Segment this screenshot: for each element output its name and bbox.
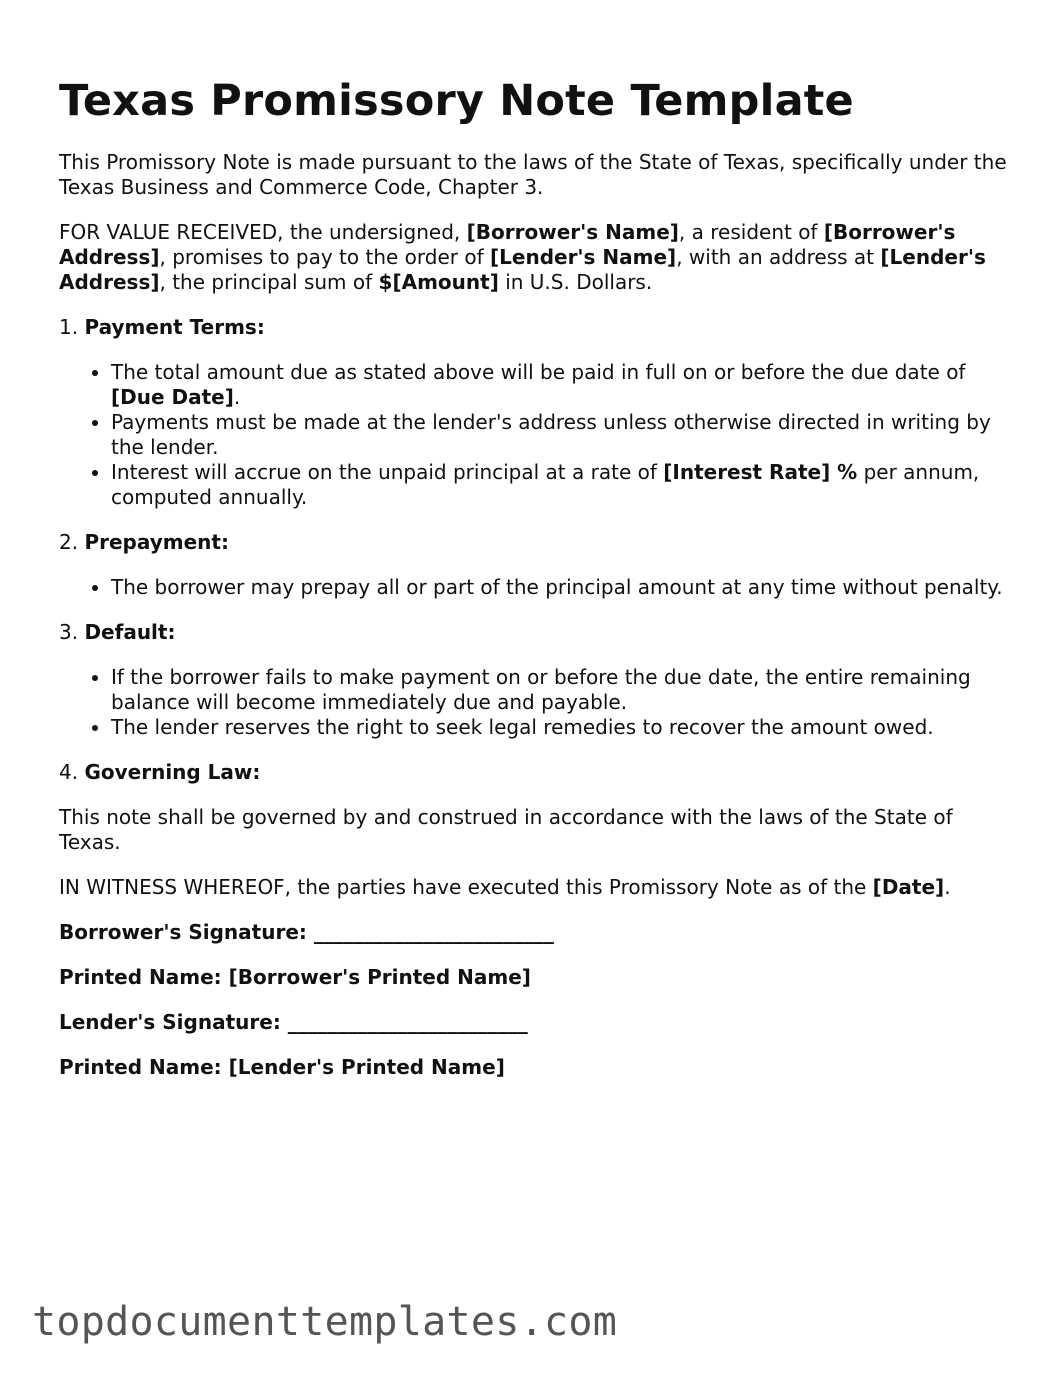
borrower-signature-line: Borrower's Signature: ________________________: [59, 920, 554, 944]
section-heading-prepayment: 2. Prepayment:: [59, 530, 229, 554]
section-heading-governing-law: 4. Governing Law:: [59, 760, 261, 784]
prepayment-list: [59, 575, 1009, 600]
amount-placeholder: $[Amount]: [378, 270, 499, 294]
interest-rate-placeholder: [Interest Rate] %: [663, 460, 858, 484]
list-item: • The lender reserves the right to seek legal remedies to recover the amount owed.: [111, 715, 1009, 740]
borrower-name-placeholder: [Borrower's Name]: [466, 220, 679, 244]
witness-paragraph: IN WITNESS WHEREOF, the parties have executed this Promissory Note as of the [Date].: [59, 875, 951, 899]
list-item: • Payments must be made at the lender's address unless otherwise directed in writing by the lender.: [111, 410, 1009, 460]
intro-paragraph: This Promissory Note is made pursuant to the laws of the State of Texas, specifically under the Texas Business and Commerce Code, Chapter 3.: [59, 150, 1007, 199]
due-date-placeholder: [Due Date]: [111, 385, 234, 409]
list-item: • The total amount due as stated above will be paid in full on or before the due date of [Due Date].: [111, 360, 1009, 410]
list-item: • The borrower may prepay all or part of the principal amount at any time without penalty.: [111, 575, 1009, 600]
lender-address-placeholder: [Lender's Address]: [59, 245, 986, 294]
default-list: [59, 665, 1009, 740]
lender-printed-name: Printed Name: [Lender's Printed Name]: [59, 1055, 505, 1079]
lender-signature-line: Lender's Signature: ________________________: [59, 1010, 528, 1034]
document-page: [59, 70, 1009, 1100]
watermark: topdocumenttemplates.com: [32, 1299, 618, 1345]
page-title: Texas Promissory Note Template: [59, 76, 854, 126]
section-heading-default: 3. Default:: [59, 620, 176, 644]
list-item: • If the borrower fails to make payment on or before the due date, the entire remaining balance will become immediately due and payable.: [111, 665, 1009, 715]
borrower-printed-name: Printed Name: [Borrower's Printed Name]: [59, 965, 531, 989]
list-item: • Interest will accrue on the unpaid principal at a rate of [Interest Rate] % per annum, computed annually.: [111, 460, 1009, 510]
payment-terms-list: [59, 360, 1009, 510]
borrower-address-placeholder: [Borrower's Address]: [59, 220, 956, 269]
governing-law-paragraph: This note shall be governed by and construed in accordance with the laws of the State of Texas.: [59, 805, 953, 854]
value-received-paragraph: FOR VALUE RECEIVED, the undersigned, [Borrower's Name], a resident of [Borrower's Address], promises to pay to the order of [Lender's Name], with an address at [Lender's Address], the principal sum of $[Amount] in U.S. Dollars.: [59, 220, 986, 294]
lender-name-placeholder: [Lender's Name]: [490, 245, 677, 269]
date-placeholder: [Date]: [872, 875, 945, 899]
section-heading-payment-terms: 1. Payment Terms:: [59, 315, 265, 339]
